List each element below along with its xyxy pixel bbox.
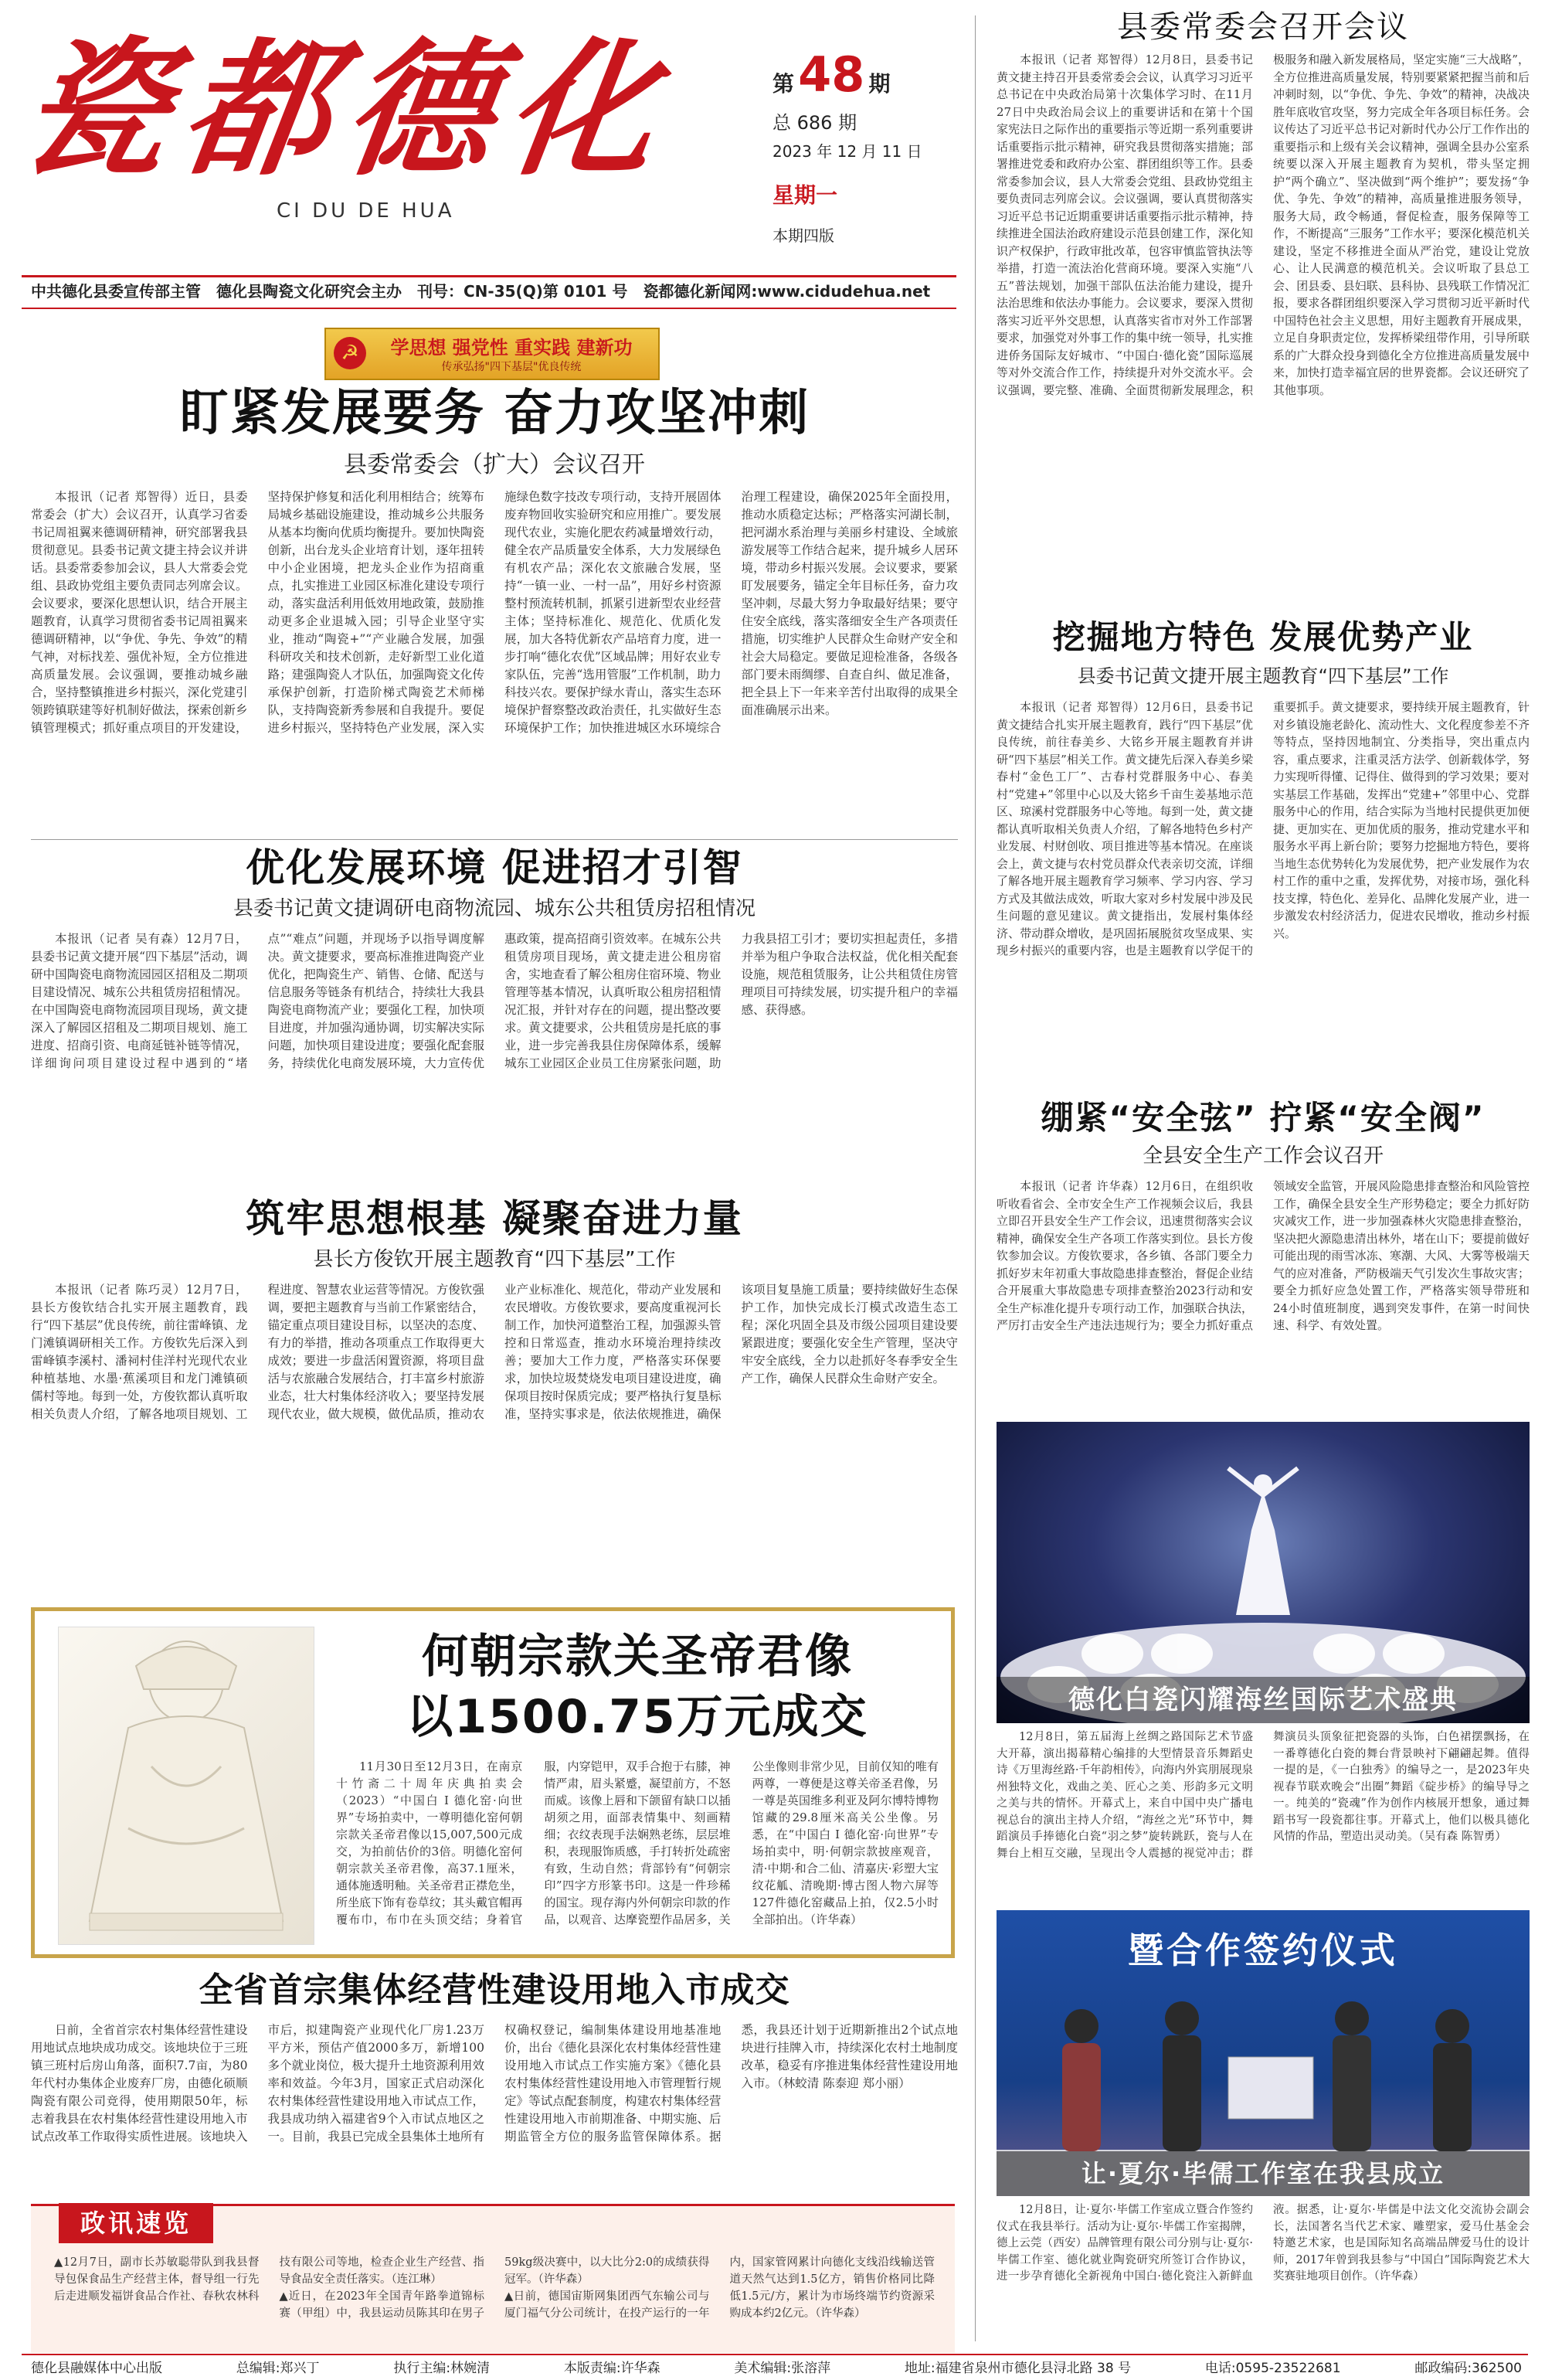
specialty-title: 挖掘地方特色 发展优势产业 [1052, 618, 1474, 656]
lead-title: 盯紧发展要务 奋力攻坚冲刺 [178, 385, 810, 442]
gala-caption: 德化白瓷闪耀海丝国际艺术盛典 [997, 1677, 1530, 1723]
env-title: 优化发展环境 促进招才引智 [246, 845, 743, 890]
briefs-title: 政讯速览 [59, 2203, 213, 2243]
standing-body: 本报讯（记者 郑智得）12月8日，县委书记黄文捷主持召开县委常委会会议，认真学习习近平总书记在中央政治局第十次集体学习时、在11月27日中央政治局会议上的重要讲话和在第十个国家宪法日之际作出的重要指示等近期一系列重要讲话重要指示批示精神，研究我县贯彻落实措施；部署推进党委和政府办公室、群团组织等工作。县委常委参加会议，县人大常委会党组、县政协党组主要负责同志列席会议。会议强调，要认真贯彻落实习近平总书记近期重要讲话重要指示批示精神，持续推进全国法治政府建设示范县创建工作，深化知识产权保护，行政审批改革，包容审慎监管执法等举措，打造一流法治化营商环境。要深入实施“八五”普法规划，加强干部队伍法治能力建设，提升法治思维和依法办事能力。会议要求，要深入贯彻落实习近平外交思想，认真落实省市对外工作部署要求，加强党对外事工作的集中统一领导，扎实推进侨务国际友好城市、“中国白·德化瓷”国际巡展等对外交流合作工作，持续提升对外交流水平。会议强调，要完整、准确、全面贯彻新发展理念，积极服务和融入新发展格局，坚定实施“三大战略”，全方位推进高质量发展，特别要紧紧把握当前和后冲刺时刻，以“争优、争先、争效”的精神，决战决胜年底收官攻坚，努力完成全年各项目标任务。会议传达了习近平总书记对新时代办公厅工作作出的重要指示和上级有关会议精神，强调全县办公室系统要以深入开展主题教育为契机，带头坚定拥护“两个确立”、坚决做到“两个维护”；要发扬“争优、争先、争效”的精神，高质量推进服务领导，服务大局，政令畅通，督促检查，服务保障等工作，不断提高“三服务”工作水平；要深化模范机关建设，坚定不移推进全面从严治党，建设让党放心、让人民满意的模范机关。会议听取了县总工会、团县委、县妇联、县科协、县残联工作情况汇报，要求各群团组织要深入学习贯彻习近平新时代中国特色社会主义思想，用好主题教育开展成果，立足自身职责定位，发挥桥梁纽带作用，引导所联系的广大群众投身到德化全方位推进高质量发展中来，加快打造幸福宜居的世界瓷都。会议还研究了其他事项。 [997, 53, 1530, 397]
banner-main: 学思想 强党性 重实践 建新功 [390, 337, 633, 359]
safety-subtitle: 全县安全生产工作会议召开 [1142, 1144, 1384, 1168]
footer-editor: 本版责编:许华森 [563, 2361, 660, 2376]
masthead-rule-2 [22, 308, 956, 309]
issue-number: 48 [798, 46, 865, 103]
column-divider [975, 15, 976, 2341]
gala-photo [997, 1422, 1530, 1723]
footer-rule [22, 2354, 1528, 2355]
brief-item: ▲12月7日，副市长苏敏聪带队到我县督导包保食品生产经营主体，督导组一行先后走进顺发福饼食品合作社、春秋农林科技有限公司等地，检查企业生产经营、指导食品安全责任落实。（连江琳） [54, 2256, 484, 2303]
env-body: 本报讯（记者 吴有森）12月7日，县委书记黄文捷开展“四下基层”活动，调研中国陶瓷电商物流园园区招租及二期项目建设情况、城东公共租赁房招租情况。在中国陶瓷电商物流园项目现场，黄文捷深入了解园区招租及二期项目规划、施工进度、招商引资、电商延链补链等情况，详细询问项目建设过程中遇到的“堵点”“难点”问题，并现场予以指导调度解决。黄文捷要求，要高标准推进陶瓷产业优化，把陶瓷生产、销售、仓储、配送与信息服务等链条有机结合，持续壮大我县陶瓷电商物流产业；要强化工程，加快项目进度，并加强沟通协调，切实解决实际问题，加快项目建设进度；要强化配套服务，持续优化电商发展环境，大力宣传优惠政策，提高招商引资效率。在城东公共租赁房项目现场，黄文捷走进公租房宿舍，实地查看了解公租房住宿环境、物业管理等基本情况，认真听取公租房招租情况汇报，并针对存在的问题，提出整改要求。黄文捷要求，公共租赁房是托底的事业，进一步完善我县住房保障体系，缓解城东工业园区企业员工住房紧张问题，助力我县招工引才；要切实担起责任，多措并举为租户争取合法权益，优化相关配套设施，规范租赁服务，让公共租赁住房管理项目可持续发展，切实提升租户的幸福感、获得感。 [31, 932, 958, 1070]
pages-info: 本期四版 [772, 226, 834, 245]
feature-title-line1: 何朝宗款关圣帝君像 [422, 1630, 853, 1684]
sponsor-line: 中共德化县委宣传部主管 德化县陶瓷文化研究会主办 刊号：CN-35(Q)第 0101 号 瓷都德化新闻网:www.cidudehua.net [31, 282, 931, 301]
lead-subtitle: 县委常委会（扩大）会议召开 [344, 451, 645, 478]
signing-body: 12月8日，让·夏尔·毕儒工作室成立暨合作签约仪式在我县举行。活动为让·夏尔·毕儒工作室揭牌，德上云莞（西安）品牌管理有限公司分别与让·夏尔·毕儒工作室、德化就业陶瓷研究所签订合作协议，进一步孕育德化全新视角中国白·德化瓷注入新鲜血液。据悉，让·夏尔·毕儒是中法文化交流协会副会长，法国著名当代艺术家、雕塑家，爱马仕基金会特邀艺术家，也是国际知名高端品牌爱马仕的设计师，2017年曾到我县参与“中国白”国际陶瓷艺术大奖赛驻地项目创作。（许华森） [997, 2204, 1530, 2283]
footer-publisher: 德化县融媒体中心出版 [31, 2361, 162, 2376]
footer-phone: 电话:0595-23522681 [1204, 2361, 1341, 2376]
signing-caption: 让·夏尔·毕儒工作室在我县成立 [997, 2151, 1530, 2196]
footer-address: 地址:福建省泉州市德化县浔北路 38 号 [904, 2361, 1132, 2376]
masthead-logo [9, 17, 717, 233]
signing-photo [997, 1910, 1530, 2196]
specialty-subtitle: 县委书记黄文捷开展主题教育“四下基层”工作 [1077, 665, 1449, 687]
feature-title-line2: 以1500.75万元成交 [406, 1690, 868, 1744]
signing-banner-text: 暨合作签约仪式 [1128, 1930, 1398, 1971]
thought-subtitle: 县长方俊钦开展主题教育“四下基层”工作 [313, 1248, 676, 1271]
standing-title: 县委常委会召开会议 [1117, 9, 1409, 45]
statue-image [58, 1627, 314, 1945]
weekday: 星期一 [772, 182, 838, 208]
lead-body: 本报讯（记者 郑智得）近日，县委常委会（扩大）会议召开，认真学习省委书记周祖翼来德调研精神，研究部署我县贯彻意见。县委书记黄文捷主持会议并讲话。县委常委参加会议，县人大常委会党组、县政协党组主要负责同志列席会议。会议要求，要深化思想认识，结合开展主题教育，认真学习贯彻省委书记周祖翼来德调研精神，以“争优、争先、争效”的精气神，对标找差、强优补短，全方位推进高质量发展。会议强调，要推动城乡融合，坚持整镇推进乡村振兴，深化党建引领跨镇联建等好机制好做法，探索创新乡镇管理模式；抓好重点项目的开发建设，坚持保护修复和活化利用相结合；统筹布局城乡基础设施建设，推动城乡公共服务从基本均衡向优质均衡提升。要加快陶瓷创新，出台龙头企业培育计划，逐年扭转中小企业困境，把龙头企业作为招商重点，扎实推进工业园区标准化建设专项行动，落实盘活利用低效用地政策，鼓励推动更多企业退城入园；引导企业坚守实业，推动“陶瓷+”“产业融合发展，加强科研攻关和技术创新，走好新型工业化道路；建强陶瓷人才队伍，加强陶瓷文化传承保护创新，打造阶梯式陶瓷艺术师梯队，支持陶瓷新秀参展和自我提升。要促进乡村振兴，坚持特色产业发展，深入实施绿色数字技改专项行动，支持开展固体废弃物回收实验研究和应用推广。要发展现代农业，实施化肥农药减量增效行动，健全农产品质量安全体系，大力发展绿色有机农产品；深化农文旅融合发展，坚持“一镇一业、一村一品”，用好乡村资源整村预流转机制，抓紧引进新型农业经营主体；坚持标准化、规范化、优质化发展，加大各特优新农产品培育力度，进一步打响“德化农优”区域品牌；用好农业专家队伍，完善“选用管服”工作机制，助力科技兴农。要保护绿水青山，落实生态环境保护督察整改政治责任，扎实做好生态环境保护工作；加快推进城区水环境综合治理工程建设，确保2025年全面投用，推动水质稳定达标；严格落实河湖长制，把河湖水系治理与美丽乡村建设、全域旅游发展等工作结合起来，提升城乡人居环境，带动乡村振兴发展。会议要求，要紧盯发展要务，锚定全年目标任务，奋力攻坚冲刺，尽最大努力争取最好结果；要守住安全底线，落实落细安全生产各项责任措施，切实维护人民群众生命财产安全和社会大局稳定。要做足迎检准备，各级各部门要未雨绸缪、自查自纠、做足准备，把全县上下一年来辛苦付出取得的成果全面准确展示出来。 [31, 490, 958, 735]
logo-text: 瓷都德化 [9, 23, 683, 196]
total-issue: 总 686 期 [772, 112, 857, 134]
footer-exec-editor: 执行主编:林婉清 [393, 2361, 491, 2376]
banner-sub: 传承弘扬"四下基层"优良传统 [441, 361, 582, 373]
safety-body: 本报讯（记者 许华森）12月6日，在组织收听收看省会、全市安全生产工作视频会议后，我县立即召开县安全生产工作会议，迅速贯彻落实会议精神，确保安全生产各项工作落实到位。县长方俊钦参加会议。方俊钦要求，各乡镇、各部门要全力抓好岁末年初重大事故隐患排查整治，督促企业结合开展重大事故隐患专项排查整治2023行动和安全生产标准化提升专项行动工作，加强联合执法，严厉打击安全生产违法违规行为；要全力抓好重点领域安全监管，开展风险隐患排查整治和风险管控工作，确保全县安全生产形势稳定；要全力抓好防灾减灾工作，进一步加强森林火灾隐患排查整治，坚决把火源隐患清出林外，堵在山下；要提前做好可能出现的雨雪冰冻、寒潮、大风、大雾等极端天气的应对准备，严防极端天气引发次生事故灾害；要全力抓好应急处置工作，严格落实领导带班和24小时值班制度，遇到突发事件，在第一时间快速、科学、有效处置。 [997, 1179, 1530, 1332]
specialty-body: 本报讯（记者 郑智得）12月6日，县委书记黄文捷结合扎实开展主题教育，践行“四下基层”优良传统，前往春美乡、大铭乡开展主题教育并讲研“四下基层”相关工作。黄文捷先后深入春美乡梁春村“金色工厂”、古春村党群服务中心、春美村“党建+”邻里中心以及大铭乡千亩生姜基地示范区、琼溪村党群服务中心等地。每到一处，黄文捷都认真听取相关负责人介绍，了解各地特色乡村产业发展、村财创收、项目推进等基本情况。在座谈会上，黄文捷与农村党员群众代表亲切交流，详细了解各地开展主题教育学习频率、学习内容、学习方式及其做法成效，听取大家对乡村发展中涉及民生问题的意见建议。黄文捷指出，发展村集体经济、带动群众增收，是巩固拓展脱贫攻坚成果、实现乡村振兴的重要内容，也是主题教育以学促干的重要抓手。黄文捷要求，要持续开展主题教育，针对乡镇设施老龄化、流动性大、文化程度参差不齐等特点，坚持因地制宜、分类指导，突出重点内容，重点要求，注重灵活方法学、创新载体学，努力实现听得懂、记得住、做得到的学习效果；要对实基层工作基础，发挥出“党建+”邻里中心、党群服务中心的作用，结合实际为当地村民提供更加便捷、更加实在、更加优质的服务，推动党建水平和服务水平再上新台阶；要努力挖掘地方特色，要将当地生态优势转化为发展优势，把产业发展作为农村工作的重中之重，发挥优势，对接市场，强化科技支撑，特色化、差异化、品牌化发展产业，进一步激发农村经济活力，促进农民增收，推动乡村振兴。 [997, 700, 1530, 957]
land-title: 全省首宗集体经营性建设用地入市成交 [199, 1970, 790, 2010]
issue-prefix: 第 [772, 71, 795, 97]
footer-art-editor: 美术编辑:张溶萍 [734, 2361, 831, 2376]
land-body: 日前，全省首宗农村集体经营性建设用地试点地块成功成交。该地块位于三班镇三班村后房山角落，面积7.7亩，为80年代村办集体企业废弃厂房，由德化硕顺陶瓷有限公司竞得，使用期限50年，标志着我县在农村集体经营性建设用地入市试点改革工作取得实质性进展。该地块入市后，拟建陶瓷产业现代化厂房1.23万平方米，预估产值2000多万，新增100多个就业岗位，极大提升土地资源利用效率和效益。今年3月，国家正式启动深化农村集体经营性建设用地入市试点工作，我县成功纳入福建省9个入市试点地区之一。目前，我县已完成全县集体土地所有权确权登记，编制集体建设用地基准地价，出台《德化县深化农村集体经营性建设用地入市试点工作实施方案》《德化县农村集体经营性建设用地入市管理暂行规定》等试点配套制度，构建农村集体经营性建设用地入市前期准备、中期实施、后期监管全方位的服务监管保障体系。据悉，我县还计划于近期新推出2个试点地块进行挂牌入市，持续深化农村土地制度改革，稳妥有序推进集体经营性建设用地入市。（林蛟清 陈泰迎 郑小丽） [31, 2023, 958, 2144]
brief-item: ▲近日，在2023年全国青年路拳道锦标赛（甲组）中，我县运动员陈其印在男子59kg级决赛中，以大比分2:0的成绩获得冠军。（许华森） [279, 2256, 710, 2320]
brief-item: ▲日前，德国宙斯网集团西气东输公司与厦门福气分公司统计，在投产运行的一年内，国家管网累计向德化支线沿线输送管道天然气达到1.5亿方，销售价格同比降低1.5元/方，累计为市场终端节约资源采购成本约2亿元。（许华森） [504, 2256, 935, 2320]
briefs-list [54, 2254, 935, 2348]
footer-postcode: 邮政编码:362500 [1414, 2361, 1522, 2376]
guan-statue-icon [59, 1627, 314, 1944]
divider-1 [31, 839, 958, 840]
feature-box [31, 1607, 955, 1958]
safety-title: 绷紧“安全弦” 拧紧“安全阀” [1041, 1099, 1486, 1137]
party-emblem-icon: ☭ [334, 337, 366, 369]
issue-date: 2023 年 12 月 11 日 [772, 142, 922, 161]
thought-title: 筑牢思想根基 凝聚奋进力量 [246, 1196, 743, 1241]
logo-pinyin: CI DU DE HUA [277, 199, 455, 223]
thought-body: 本报讯（记者 陈巧灵）12月7日，县长方俊钦结合扎实开展主题教育，践行“四下基层”优良传统，前往雷峰镇、龙门滩镇调研相关工作。方俊钦先后深入到雷峰镇李溪村、潘祠村佳洋村光现代农业种植基地、水墨·蕉溪项目和龙门滩镇硕儒村等地。每到一处，方俊钦都认真听取相关负责人介绍，了解各地项目规划、工程进度、智慧农业运营等情况。方俊钦强调，要把主题教育与当前工作紧密结合，锚定重点项目建设目标，以坚决的态度、有力的举措，推动各项重点工作取得更大成效；要进一步盘活闲置资源，将项目盘活与农旅融合发展结合，打丰富乡村旅游业态，壮大村集体经济收入；要坚持发展现代农业，做大规模，做优品质，推动农业产业标准化、规范化，带动产业发展和农民增收。方俊钦要求，要高度重视河长制工作，加快河道整治工程，加强源头管控和日常巡查，推动水环境治理持续改善；要加大工作力度，严格落实环保要求，加快垃圾焚烧发电项目建设进度，确保项目按时保质完成；要严格执行复垦标准，坚持实事求是，依法依规推进，确保该项目复垦施工质量；要持续做好生态保护工作，加快完成长汀模式改造生态工程；深化巩固全县及市级公园项目建设要紧跟进度；要强化安全生产管理，坚决守牢安全底线，全力以赴抓好冬春季安全生产工作，确保人民群众生命财产安全。 [31, 1283, 958, 1421]
gala-body: 12月8日，第五届海上丝绸之路国际艺术节盛大开幕，演出揭幕精心编排的大型情景音乐舞蹈史诗《万里海丝路·千年韵相传》，向海内外宾朋展现泉州独特文化，戏曲之美、匠心之美、形韵多元文明之美与共的情怀。开幕式上，来自中国中央广播电视总台的演出主持人介绍，“海丝之光”环节中，舞蹈演员手捧德化白瓷“羽之梦”旋转跳跃，瓷与人在舞台上相互交融，呈现出令人震撼的视觉冲击；群舞演员头顶象征把瓷器的头饰，白色裙摆飘扬，在一番尊德化白瓷的舞台背景映衬下翩翩起舞。值得一提的是，《一白独秀》的编导之一，是2023年央视春节联欢晚会“出圈”舞蹈《碇步桥》的编导导之一。纯美的“瓷魂”作为创作内核展开想象，通过舞蹈书写一段瓷都往事。开幕式上，他们以极具德化风情的作品，塑造出灵动美。（吴有森 陈智勇） [997, 1731, 1530, 1860]
masthead-rule [22, 275, 956, 277]
theme-banner [324, 328, 660, 380]
env-subtitle: 县委书记黄文捷调研电商物流园、城东公共租赁房招租情况 [233, 897, 756, 920]
footer [31, 2358, 1522, 2378]
feature-body: 11月30日至12月3日，在南京十竹斋二十周年庆典拍卖会（2023）“中国白 I 德化窑·向世界”专场拍卖中，一尊明德化窑何朝宗款关圣帝君像以15,007,500元成交，为拍前估价的3倍。明德化窑何朝宗款关圣帝君像，高37.1厘米，通体施透明釉。关圣帝君正襟危坐，所坐底下饰有卷草纹；其头戴官帽再覆布巾，布巾在头顶交结；身着官服，内穿铠甲，双手合抱于右膝，神情严肃，眉头紧蹙，凝望前方，不怒而威。该像上唇和下颌留有缺口以插胡须之用，面部表情集中、刻画精细；衣纹表现手法娴熟老练，层层堆积，表现服饰质感，手打转折处疏密有致，生动自然；背部钤有“何朝宗印”四字方形篆书印。这是一件珍稀的国宝。现存海内外何朝宗印款的作品，以观音、达摩瓷塑作品居多，关公坐像则非常少见，目前仅知的唯有两尊，一尊便是这尊关帝圣君像，另一尊是英国维多利亚及阿尔博特博物馆藏的29.8厘米高关公坐像。另悉，在“中国白 I 德化窑·向世界”专场拍卖中，明·何朝宗款披座观音，清·中期·和合二仙、清嘉庆·彩塑大宝纹花觚、清晚期·博古图人物六屏等127件德化窑藏品上拍，仅2.5小时全部拍出。（许华森） [336, 1760, 939, 1926]
issue-info [772, 46, 966, 263]
briefs-box [31, 2204, 955, 2353]
issue-suffix: 期 [868, 71, 891, 97]
footer-chief-editor: 总编辑:郑兴丁 [236, 2361, 320, 2376]
